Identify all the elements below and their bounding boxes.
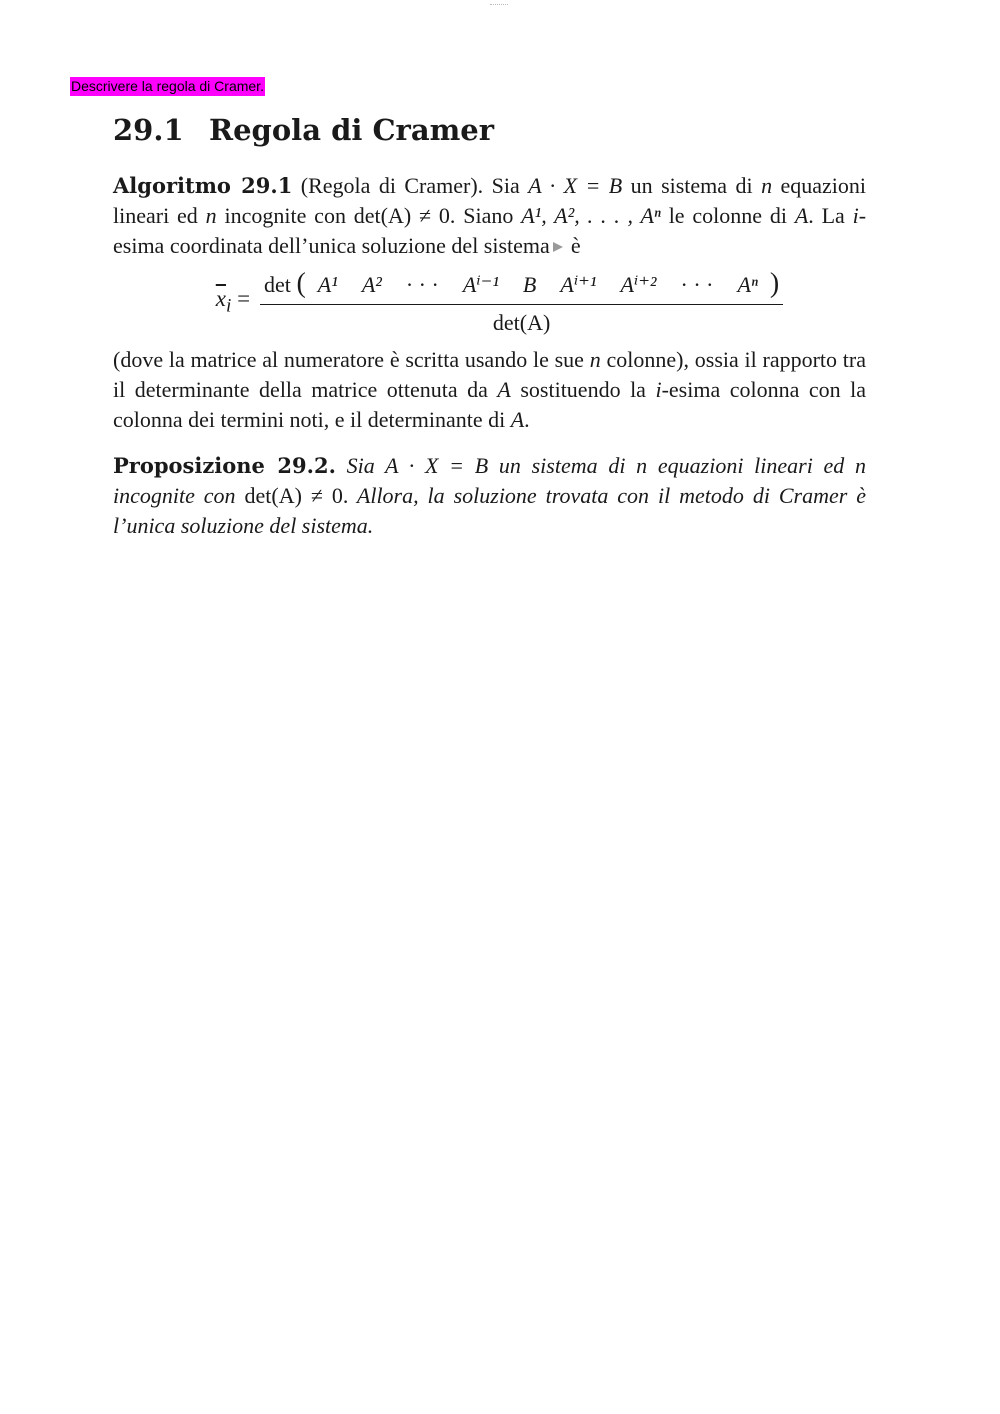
algorithm-text: . La <box>808 203 845 228</box>
var-A: A <box>510 407 525 432</box>
formula-fraction <box>260 269 783 338</box>
algorithm-name: (Regola di Cramer). <box>300 173 484 198</box>
formula-column: Aⁱ⁻¹ <box>462 271 499 297</box>
document-page <box>113 110 866 541</box>
algorithm-text: un sistema di <box>630 173 753 198</box>
proposition-text: un sistema di <box>498 453 626 478</box>
triangle-right-icon[interactable] <box>553 242 563 252</box>
var-n: n <box>855 453 867 478</box>
proposition-system: A · X = B <box>385 453 489 478</box>
proposition-text: Allora, la soluzione trovata con il metodo di Cramer è l’unica soluzione del sistema. <box>113 483 867 538</box>
var-n: n <box>761 173 773 198</box>
var-n: n <box>636 453 648 478</box>
right-paren: ) <box>769 267 780 299</box>
proposition-condition: det(A) ≠ 0. <box>244 483 349 508</box>
cramer-formula <box>133 269 866 337</box>
var-n: n <box>205 203 217 228</box>
algorithm-text: -esima coordinata dell’unica soluzione del sistema <box>113 203 867 258</box>
formula-denominator: det(A) <box>492 309 551 335</box>
system-equation: A · X = B <box>528 173 623 198</box>
algorithm-text: equazioni lineari ed <box>113 173 867 228</box>
formula-column: Aⁿ <box>737 271 758 297</box>
algorithm-text: incognite con det(A) ≠ 0. Siano <box>224 203 514 228</box>
explanation-text: colonne), ossia il rapporto tra il determinante della matrice ottenuta da <box>113 347 867 402</box>
algorithm-label: Algoritmo 29.1 <box>113 173 293 198</box>
proposition-label: Proposizione 29.2. <box>113 453 336 478</box>
left-paren: ( <box>296 267 306 299</box>
explanation-text: . <box>524 407 530 432</box>
formula-column: Aⁱ⁺¹ <box>560 271 597 297</box>
algorithm-paragraph <box>113 171 866 261</box>
proposition-text: equazioni lineari ed <box>657 453 845 478</box>
formula-column: A² <box>361 271 382 297</box>
var-i: i <box>852 203 859 228</box>
formula-column: Aⁱ⁺² <box>620 271 657 297</box>
explanation-text: (dove la matrice al numeratore è scritta usando le sue <box>113 347 584 372</box>
formula-column: B <box>522 271 537 297</box>
formula-numerator <box>260 269 783 305</box>
proposition-paragraph <box>113 451 866 541</box>
proposition-text: Sia <box>346 453 375 478</box>
formula-equals: = <box>237 286 251 312</box>
explanation-text: sostituendo la <box>520 377 646 402</box>
algorithm-text: è <box>570 233 581 258</box>
algorithm-text: Sia <box>491 173 520 198</box>
var-i: i <box>655 377 662 402</box>
section-heading <box>113 110 866 150</box>
algorithm-text: le colonne di <box>668 203 787 228</box>
formula-column: · · · <box>405 271 439 297</box>
formula-det: det <box>264 271 291 297</box>
columns-list: A¹, A², . . . , Aⁿ <box>521 203 661 228</box>
highlighted-note[interactable]: Descrivere la regola di Cramer. <box>71 78 264 94</box>
formula-subscript: i <box>225 295 232 317</box>
var-A: A <box>794 203 809 228</box>
explanation-paragraph <box>113 345 866 435</box>
section-number: 29.1 <box>113 113 184 147</box>
var-n: n <box>589 347 601 372</box>
formula-xbar: $\overline{x}$ <box>215 286 226 312</box>
formula-column: A¹ <box>317 271 338 297</box>
formula-lhs <box>216 284 250 322</box>
var-A: A <box>497 377 511 402</box>
formula-column: · · · <box>680 271 714 297</box>
page-header-mark <box>490 0 508 5</box>
section-title: Regola di Cramer <box>209 113 495 147</box>
explanation-text: -esima colonna con la colonna dei termini noti, e il determinante di <box>113 377 866 432</box>
proposition-text: incognite con <box>113 483 236 508</box>
